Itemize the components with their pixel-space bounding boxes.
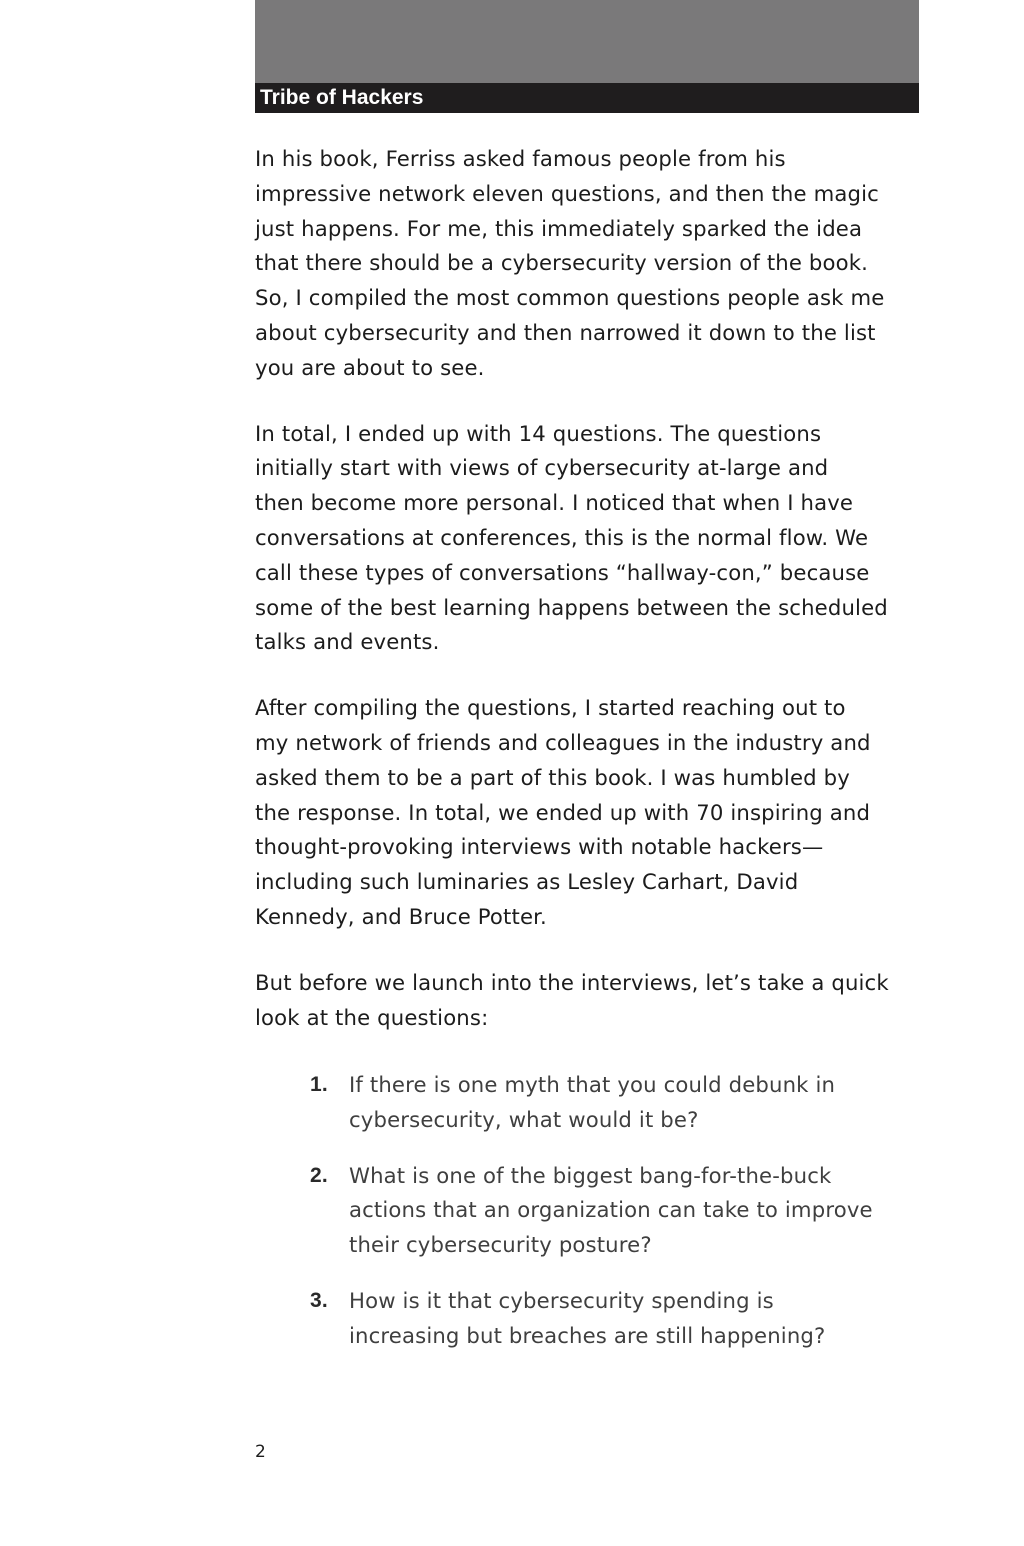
text-line: just happens. For me, this immediately sparked the idea xyxy=(255,215,863,241)
question-line: cybersecurity, what would it be? xyxy=(349,1106,699,1132)
text-line: look at the questions: xyxy=(255,1004,489,1030)
text-line: talks and events. xyxy=(255,629,440,655)
question-item xyxy=(310,1159,910,1263)
text-line: some of the best learning happens between the scheduled xyxy=(255,594,888,620)
text-line: that there should be a cybersecurity version of the book. xyxy=(255,250,869,276)
text-line: conversations at conferences, this is the normal flow. We xyxy=(255,524,869,550)
text-line: thought-provoking interviews with notable hackers— xyxy=(255,834,824,860)
question-line: How is it that cybersecurity spending is xyxy=(349,1287,774,1313)
question-line: their cybersecurity posture? xyxy=(349,1232,652,1258)
text-line: In his book, Ferriss asked famous people from his xyxy=(255,146,786,171)
question-item xyxy=(310,1068,910,1138)
text-line: call these types of conversations “hallway-con,” because xyxy=(255,559,870,585)
text-line: you are about to see. xyxy=(255,354,485,380)
question-number: 2. xyxy=(310,1163,328,1187)
question-number: 3. xyxy=(310,1288,328,1312)
paragraph xyxy=(255,417,919,661)
text-line: asked them to be a part of this book. I was humbled by xyxy=(255,764,850,790)
text-line: But before we launch into the interviews, let’s take a quick xyxy=(255,969,889,995)
paragraph xyxy=(255,966,919,1036)
text-line: initially start with views of cybersecurity at-large and xyxy=(255,455,829,481)
running-header-bar xyxy=(255,83,919,113)
text-line: including such luminaries as Lesley Carhart, David xyxy=(255,869,799,895)
text-line: the response. In total, we ended up with 70 inspiring and xyxy=(255,799,871,825)
paragraph xyxy=(255,691,919,935)
text-line: about cybersecurity and then narrowed it down to the list xyxy=(255,319,876,345)
body-text xyxy=(255,142,919,1066)
question-line: actions that an organization can take to improve xyxy=(349,1197,873,1223)
running-title: Tribe of Hackers xyxy=(260,86,424,109)
text-line: After compiling the questions, I started reaching out to xyxy=(255,695,846,721)
question-line: increasing but breaches are still happening? xyxy=(349,1322,826,1348)
text-line: Kennedy, and Bruce Potter. xyxy=(255,903,547,929)
question-line: What is one of the biggest bang-for-the-buck xyxy=(349,1162,832,1188)
text-line: my network of friends and colleagues in the industry and xyxy=(255,729,871,755)
question-item xyxy=(310,1284,910,1354)
paragraph xyxy=(255,142,919,386)
question-number: 1. xyxy=(310,1073,328,1096)
text-line: In total, I ended up with 14 questions. The questions xyxy=(255,420,822,446)
page-number: 2 xyxy=(255,1442,266,1462)
text-line: then become more personal. I noticed that when I have xyxy=(255,490,854,516)
text-line: So, I compiled the most common questions people ask me xyxy=(255,285,885,311)
question-list xyxy=(310,1068,910,1375)
header-band xyxy=(255,0,919,83)
question-line: If there is one myth that you could debunk in xyxy=(349,1072,836,1097)
text-line: impressive network eleven questions, and then the magic xyxy=(255,180,879,206)
